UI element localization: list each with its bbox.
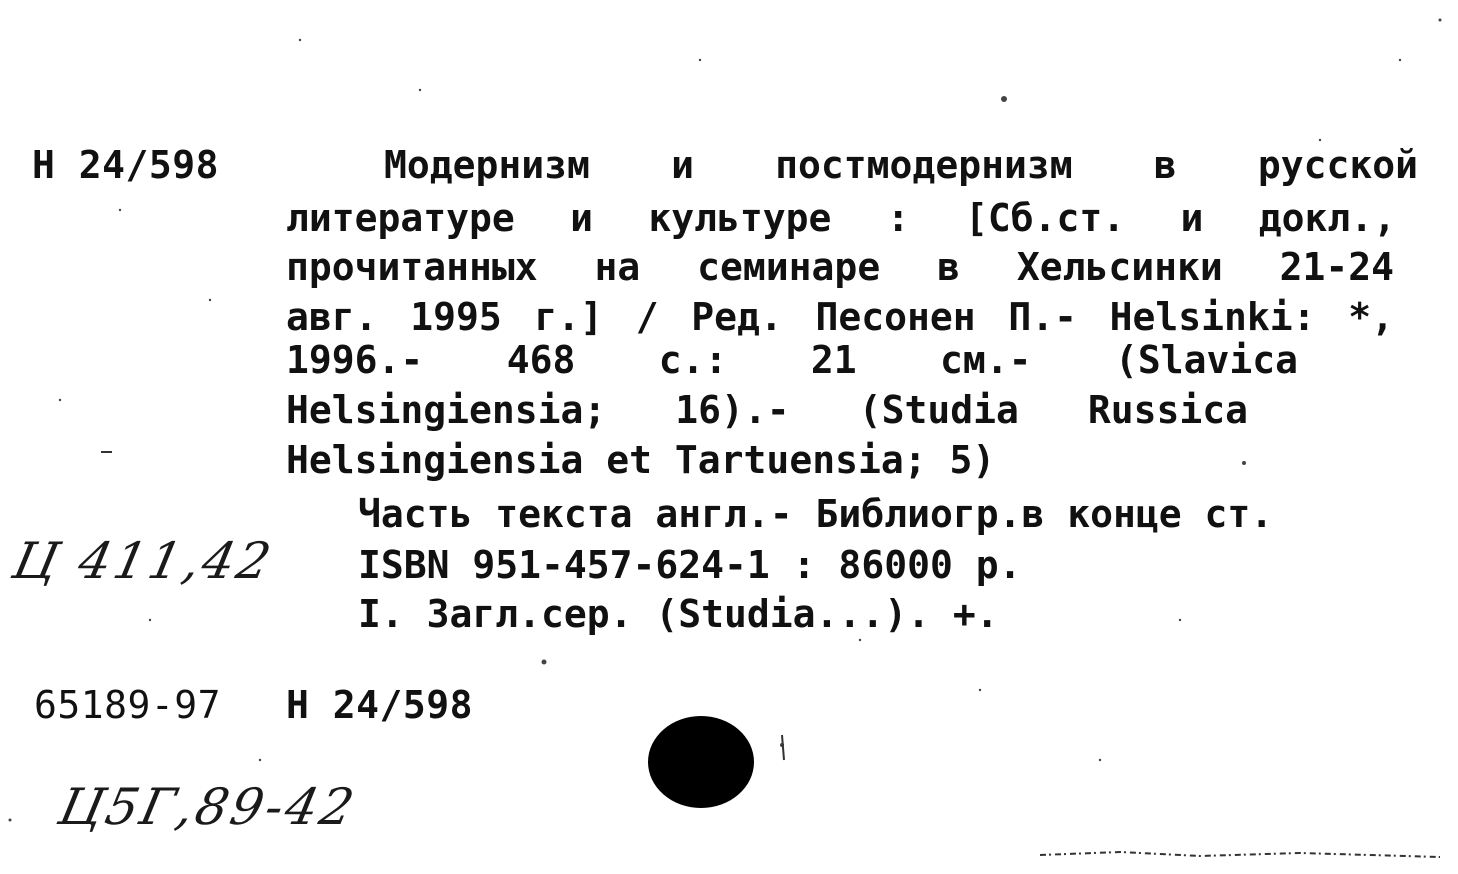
entry-line-7: Helsingiensia et Tartuensia; 5) (286, 438, 996, 482)
punch-hole (648, 716, 754, 808)
entry-line-6: Helsingiensia; 16).- (Studia Russica (286, 388, 1248, 432)
footer-call-number: Н 24/598 (286, 683, 474, 727)
entry-line-5: 1996.- 468 с.: 21 см.- (Slavica (286, 338, 1298, 382)
series-title-note: I. Загл.сер. (Studia...). +. (358, 592, 999, 636)
language-bibliography-note: Часть текста англ.- Библиогр.в конце ст. (358, 492, 1274, 536)
accession-number: 65189-97 (34, 683, 222, 727)
call-number: Н 24/598 (32, 143, 220, 187)
entry-line-1: Модернизм и постмодернизм в русской (384, 143, 1418, 187)
handwritten-classification-bottom: Ц5Г,89-42 (53, 778, 362, 836)
entry-line-2: литературе и культуре : [Сб.ст. и докл., (286, 196, 1396, 240)
isbn-price-note: ISBN 951-457-624-1 : 86000 р. (358, 543, 1022, 587)
entry-line-3: прочитанных на семинаре в Хельсинки 21-24 (286, 245, 1394, 289)
entry-line-4: авг. 1995 г.] / Ред. Песонен П.- Helsinki: *, (286, 295, 1394, 339)
handwritten-classification-top: Ц 411,42 (7, 532, 279, 590)
